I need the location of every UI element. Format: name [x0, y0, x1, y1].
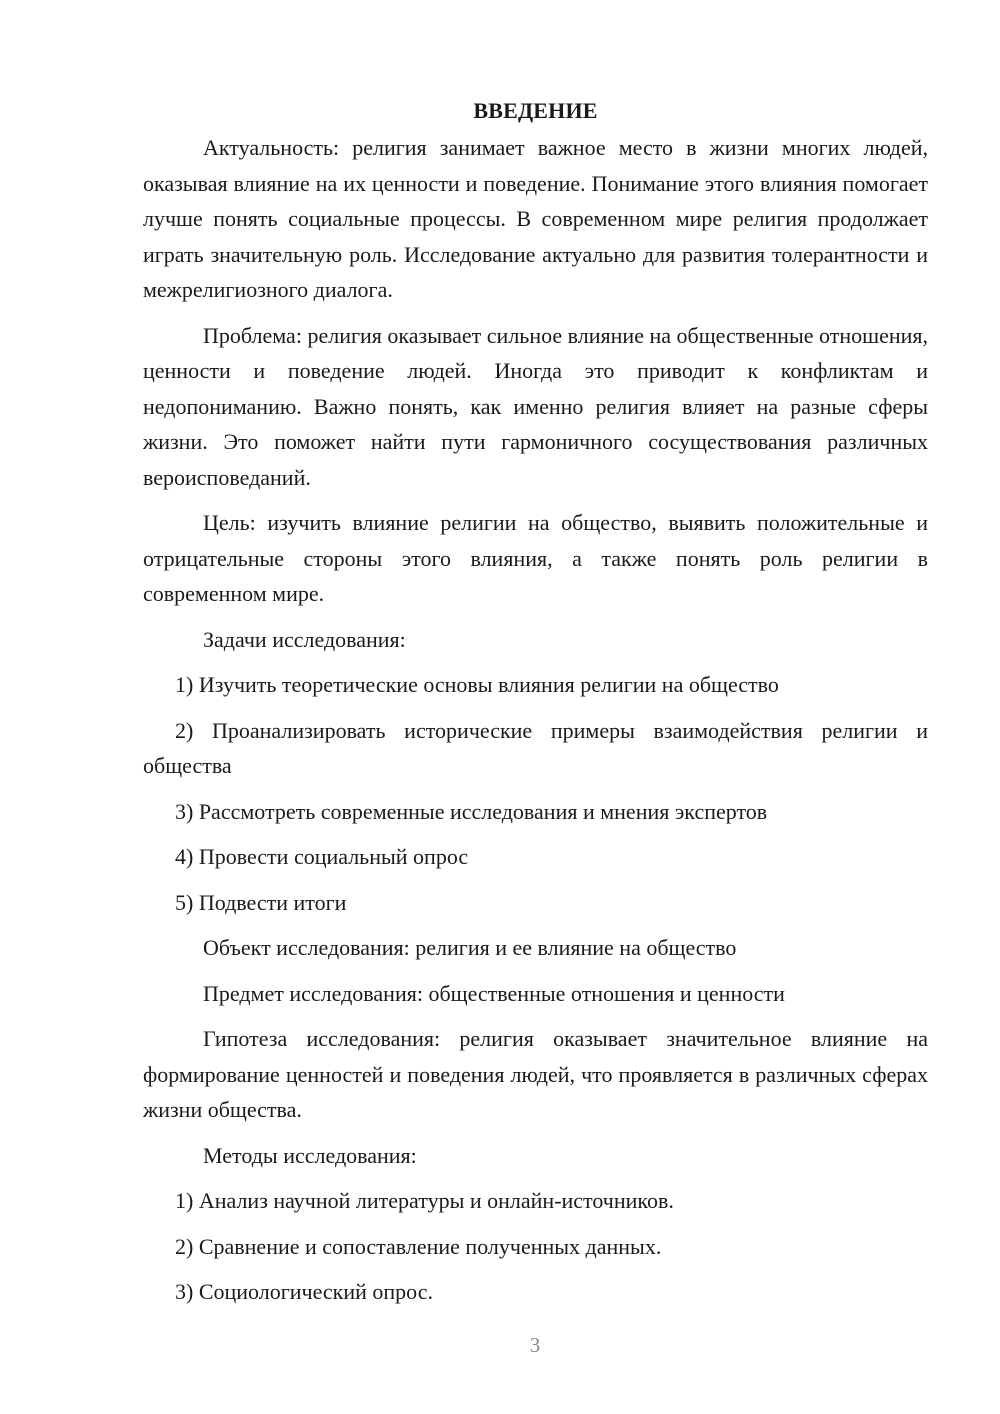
tasks-heading: Задачи исследования:: [203, 626, 406, 652]
document-page: [143, 96, 928, 1310]
goal-paragraph: Цель: изучить влияние религии на общество, выявить положительные и отрицательные стороны этого влияния, а также понять роль религии в современном мире.: [143, 510, 928, 606]
method-item: 2) Сравнение и сопоставление полученных данных.: [175, 1233, 662, 1259]
hypothesis-paragraph: Гипотеза исследования: религия оказывает значительное влияние на формирование ценностей и поведения людей, что проявляется в различных сферах жизни общества.: [143, 1026, 928, 1122]
subject-paragraph: Предмет исследования: общественные отношения и ценности: [203, 980, 785, 1006]
methods-heading: Методы исследования:: [203, 1142, 417, 1168]
task-item: 5) Подвести итоги: [175, 889, 347, 915]
relevance-paragraph: Актуальность: религия занимает важное место в жизни многих людей, оказывая влияние на их ценности и поведение. Понимание этого влияния помогает лучше понять социальные процессы. В современном мире религия продолжает играть значительную роль. Исследование актуально для развития толерантности и межрелигиозного диалога.: [143, 135, 928, 302]
page-number: 3: [529, 1333, 541, 1357]
task-item: 4) Провести социальный опрос: [175, 844, 469, 869]
task-item: 2) Проанализировать исторические примеры взаимодействия религии и общества: [143, 717, 928, 778]
method-item: 1) Анализ научной литературы и онлайн-источников.: [175, 1188, 674, 1213]
method-item: 3) Социологический опрос.: [175, 1279, 433, 1304]
object-paragraph: Объект исследования: религия и ее влияние на общество: [203, 935, 737, 960]
task-item: 1) Изучить теоретические основы влияния религии на общество: [175, 672, 779, 697]
document-title: ВВЕДЕНИЕ: [473, 98, 598, 123]
task-item: 3) Рассмотреть современные исследования и мнения экспертов: [175, 798, 768, 824]
problem-paragraph: Проблема: религия оказывает сильное влияние на общественные отношения, ценности и поведение людей. Иногда это приводит к конфликтам и недопониманию. Важно понять, как именно религия влияет на разные сферы жизни. Это поможет найти пути гармоничного сосуществования различных вероисповеданий.: [143, 322, 928, 490]
